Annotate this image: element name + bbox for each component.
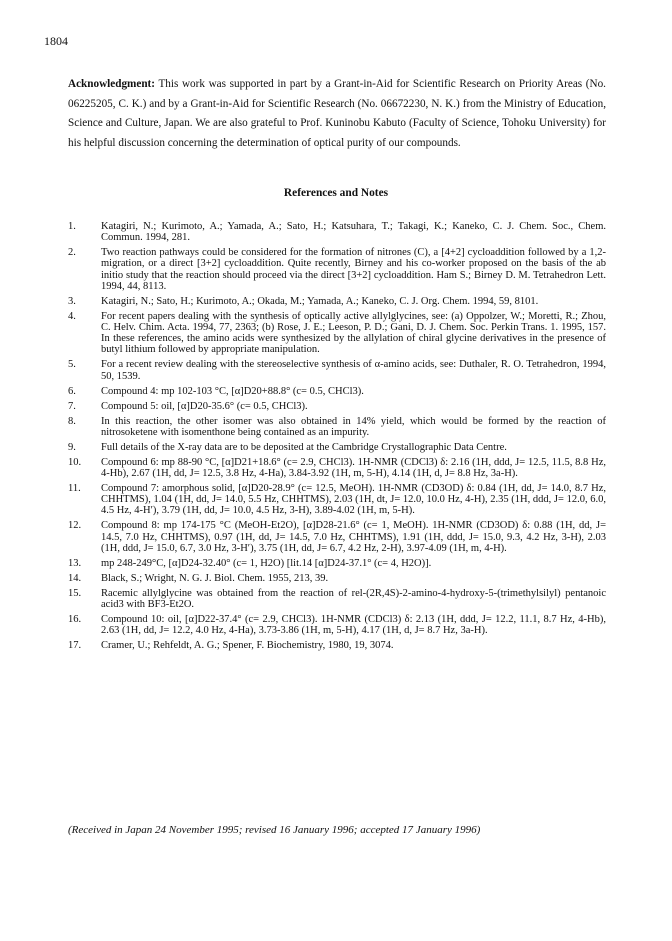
- reference-item: [68, 442, 606, 453]
- references-list: [68, 221, 606, 655]
- reference-text: Compound 7: amorphous solid, [α]D20-28.9° (c= 12.5, MeOH). 1H-NMR (CD3OD) δ: 0.84 (1H, dd, J= 14.0, 8.7 Hz, CHHTMS), 1.04 (1H, dd, J= 14.0, 5.5 Hz, CHHTMS), 2.03 (1H, dt, J= 12.0, 10.0 Hz, 4-H), 2.35 (1H, ddd, J= 12.0, 6.0, 4.5 Hz, 4-H′), 3.79 (1H, dd, J= 10.0, 4.5 Hz, 3-H), 3.89-4.02 (1H, m, 5-H).: [101, 483, 606, 517]
- reference-text: Compound 10: oil, [α]D22-37.4° (c= 2.9, CHCl3). 1H-NMR (CDCl3) δ: 2.13 (1H, ddd, J= 12.2, 11.1, 8.7 Hz, 4-Hb), 2.63 (1H, dd, J= 12.2, 4.0 Hz, 4-Ha), 3.73-3.86 (1H, m, 5-H), 4.17 (1H, d, J= 8.7 Hz, 3a-H).: [101, 614, 606, 637]
- reference-text: Compound 5: oil, [α]D20-35.6° (c= 0.5, CHCl3).: [101, 400, 308, 412]
- reference-item: [68, 221, 606, 243]
- reference-item: [68, 247, 606, 292]
- acknowledgment-paragraph: [68, 75, 606, 153]
- reference-number: 3.: [68, 295, 76, 307]
- reference-number: 7.: [68, 400, 76, 412]
- reference-item: [68, 614, 606, 636]
- reference-item: [68, 483, 606, 517]
- reference-text: Cramer, U.; Rehfeldt, A. G.; Spener, F. Biochemistry, 1980, 19, 3074.: [101, 640, 394, 652]
- reference-number: 14.: [68, 572, 82, 584]
- reference-number: 9.: [68, 441, 76, 453]
- reference-item: [68, 640, 606, 651]
- reference-item: [68, 386, 606, 397]
- reference-number: 15.: [68, 587, 82, 599]
- reference-item: [68, 296, 606, 307]
- reference-text: Full details of the X-ray data are to be deposited at the Cambridge Crystallographic Data Centre.: [101, 441, 507, 453]
- reference-text: Compound 4: mp 102-103 °C, [α]D20+88.8° (c= 0.5, CHCl3).: [101, 385, 364, 397]
- reference-number: 10.: [68, 456, 82, 468]
- reference-text: Compound 8: mp 174-175 °C (MeOH-Et2O), [α]D28-21.6° (c= 1, MeOH). 1H-NMR (CD3OD) δ: 0.88 (1H, dd, J= 14.5, 7.0 Hz, CHHTMS), 0.97 (1H, dd, J= 14.5, 7.0 Hz, CHHTMS), 1.91 (1H, ddd, J= 15.0, 9.3, 4.2 Hz, 3-H), 2.03 (1H, ddd, J= 15.0, 6.7, 3.0 Hz, 3-H′), 3.75 (1H, dd, J= 6.7, 4.2 Hz, 2-H), 3.97-4.09 (1H, m, 4-H).: [101, 520, 606, 554]
- reference-text: Black, S.; Wright, N. G. J. Biol. Chem. 1955, 213, 39.: [101, 572, 329, 584]
- reference-item: [68, 588, 606, 610]
- reference-item: [68, 558, 606, 569]
- reference-text: Racemic allylglycine was obtained from the reaction of rel-(2R,4S)-2-amino-4-hydroxy-5-(trimethylsilyl) pentanoic acid3 with BF3-Et2O.: [101, 587, 606, 611]
- reference-number: 13.: [68, 557, 82, 569]
- reference-item: [68, 311, 606, 356]
- received-dates: (Received in Japan 24 November 1995; revised 16 January 1996; accepted 17 January 1996): [68, 824, 481, 836]
- reference-text: mp 248-249°C, [α]D24-32.40° (c= 1, H2O) [lit.14 [α]D24-37.1° (c= 4, H2O)].: [101, 557, 432, 569]
- reference-number: 17.: [68, 640, 82, 652]
- references-heading: References and Notes: [283, 187, 389, 199]
- reference-item: [68, 416, 606, 438]
- reference-number: 8.: [68, 415, 76, 427]
- reference-number: 6.: [68, 385, 76, 397]
- reference-text: Katagiri, N.; Kurimoto, A.; Yamada, A.; Sato, H.; Katsuhara, T.; Takagi, K.; Kaneko, C. J. Chem. Soc., Chem. Commun. 1994, 281.: [101, 221, 606, 244]
- reference-number: 5.: [68, 359, 76, 371]
- reference-item: [68, 520, 606, 554]
- reference-number: 2.: [68, 247, 76, 259]
- reference-text: Compound 6: mp 88-90 °C, [α]D21+18.6° (c= 2.9, CHCl3). 1H-NMR (CDCl3) δ: 2.16 (1H, ddd, J= 12.5, 11.5, 8.8 Hz, 4-Hb), 2.67 (1H, dd, J= 12.5, 3.8 Hz, 4-Ha), 3.84-3.92 (1H, m, 5-H), 4.14 (1H, d, J= 8.8 Hz, 3a-H).: [101, 456, 606, 480]
- reference-text: In this reaction, the other isomer was also obtained in 14% yield, which would be formed by the reaction of nitrosoketene with isomenthone being contained as an impurity.: [101, 415, 606, 438]
- reference-number: 12.: [68, 520, 82, 532]
- reference-text: Katagiri, N.; Sato, H.; Kurimoto, A.; Okada, M.; Yamada, A.; Kaneko, C. J. Org. Chem. 1994, 59, 8101.: [101, 295, 539, 307]
- reference-item: [68, 359, 606, 381]
- acknowledgment-label: Acknowledgment:: [68, 78, 156, 90]
- reference-number: 4.: [68, 310, 76, 322]
- reference-item: [68, 573, 606, 584]
- reference-number: 16.: [68, 614, 82, 626]
- page-number: 1804: [44, 34, 68, 48]
- reference-number: 1.: [68, 221, 76, 232]
- reference-number: 11.: [68, 483, 81, 495]
- reference-text: For a recent review dealing with the stereoselective synthesis of α-amino acids, see: Duthaler, R. O. Tetrahedron, 1994, 50, 1539.: [101, 359, 606, 382]
- reference-text: For recent papers dealing with the synthesis of optically active allylglycines, see: (a) Oppolzer, W.; Moretti, R.; Zhou, C. Helv. Chim. Acta. 1994, 77, 2363; (b) Rose, J. E.; Leeson, P. D.; Gani, D. J. Chem. Soc. Perkin Trans. 1. 1995, 157. In these references, the amino acids were synthesized by the allylation of chiral glycine derivatives in the presence of butyl lithium followed by appropriate manipulation.: [101, 310, 606, 356]
- reference-item: [68, 457, 606, 479]
- reference-item: [68, 401, 606, 412]
- acknowledgment-text: This work was supported in part by a Grant-in-Aid for Scientific Research on Priority Areas (No. 06225205, C. K.) and by a Grant-in-Aid for Scientific Research (No. 06672230, N. K.) from the Ministry of Education, Science and Culture, Japan. We are also grateful to Prof. Kuninobu Kabuto (Faculty of Science, Tohoku University) for his helpful discussion concerning the determination of optical purity of our compounds.: [68, 78, 606, 149]
- reference-text: Two reaction pathways could be considered for the formation of nitrones (C), a [4+2] cycloaddition followed by a 1,2-migration, or a direct [3+2] cycloaddition. Quite recently, Birney and his co-worker proposed on the basis of the ab initio study that the reaction should proceed via the direct [3+2] cycloaddition. Ham S.; Birney D. M. Tetrahedron Lett. 1994, 44, 8113.: [101, 247, 606, 292]
